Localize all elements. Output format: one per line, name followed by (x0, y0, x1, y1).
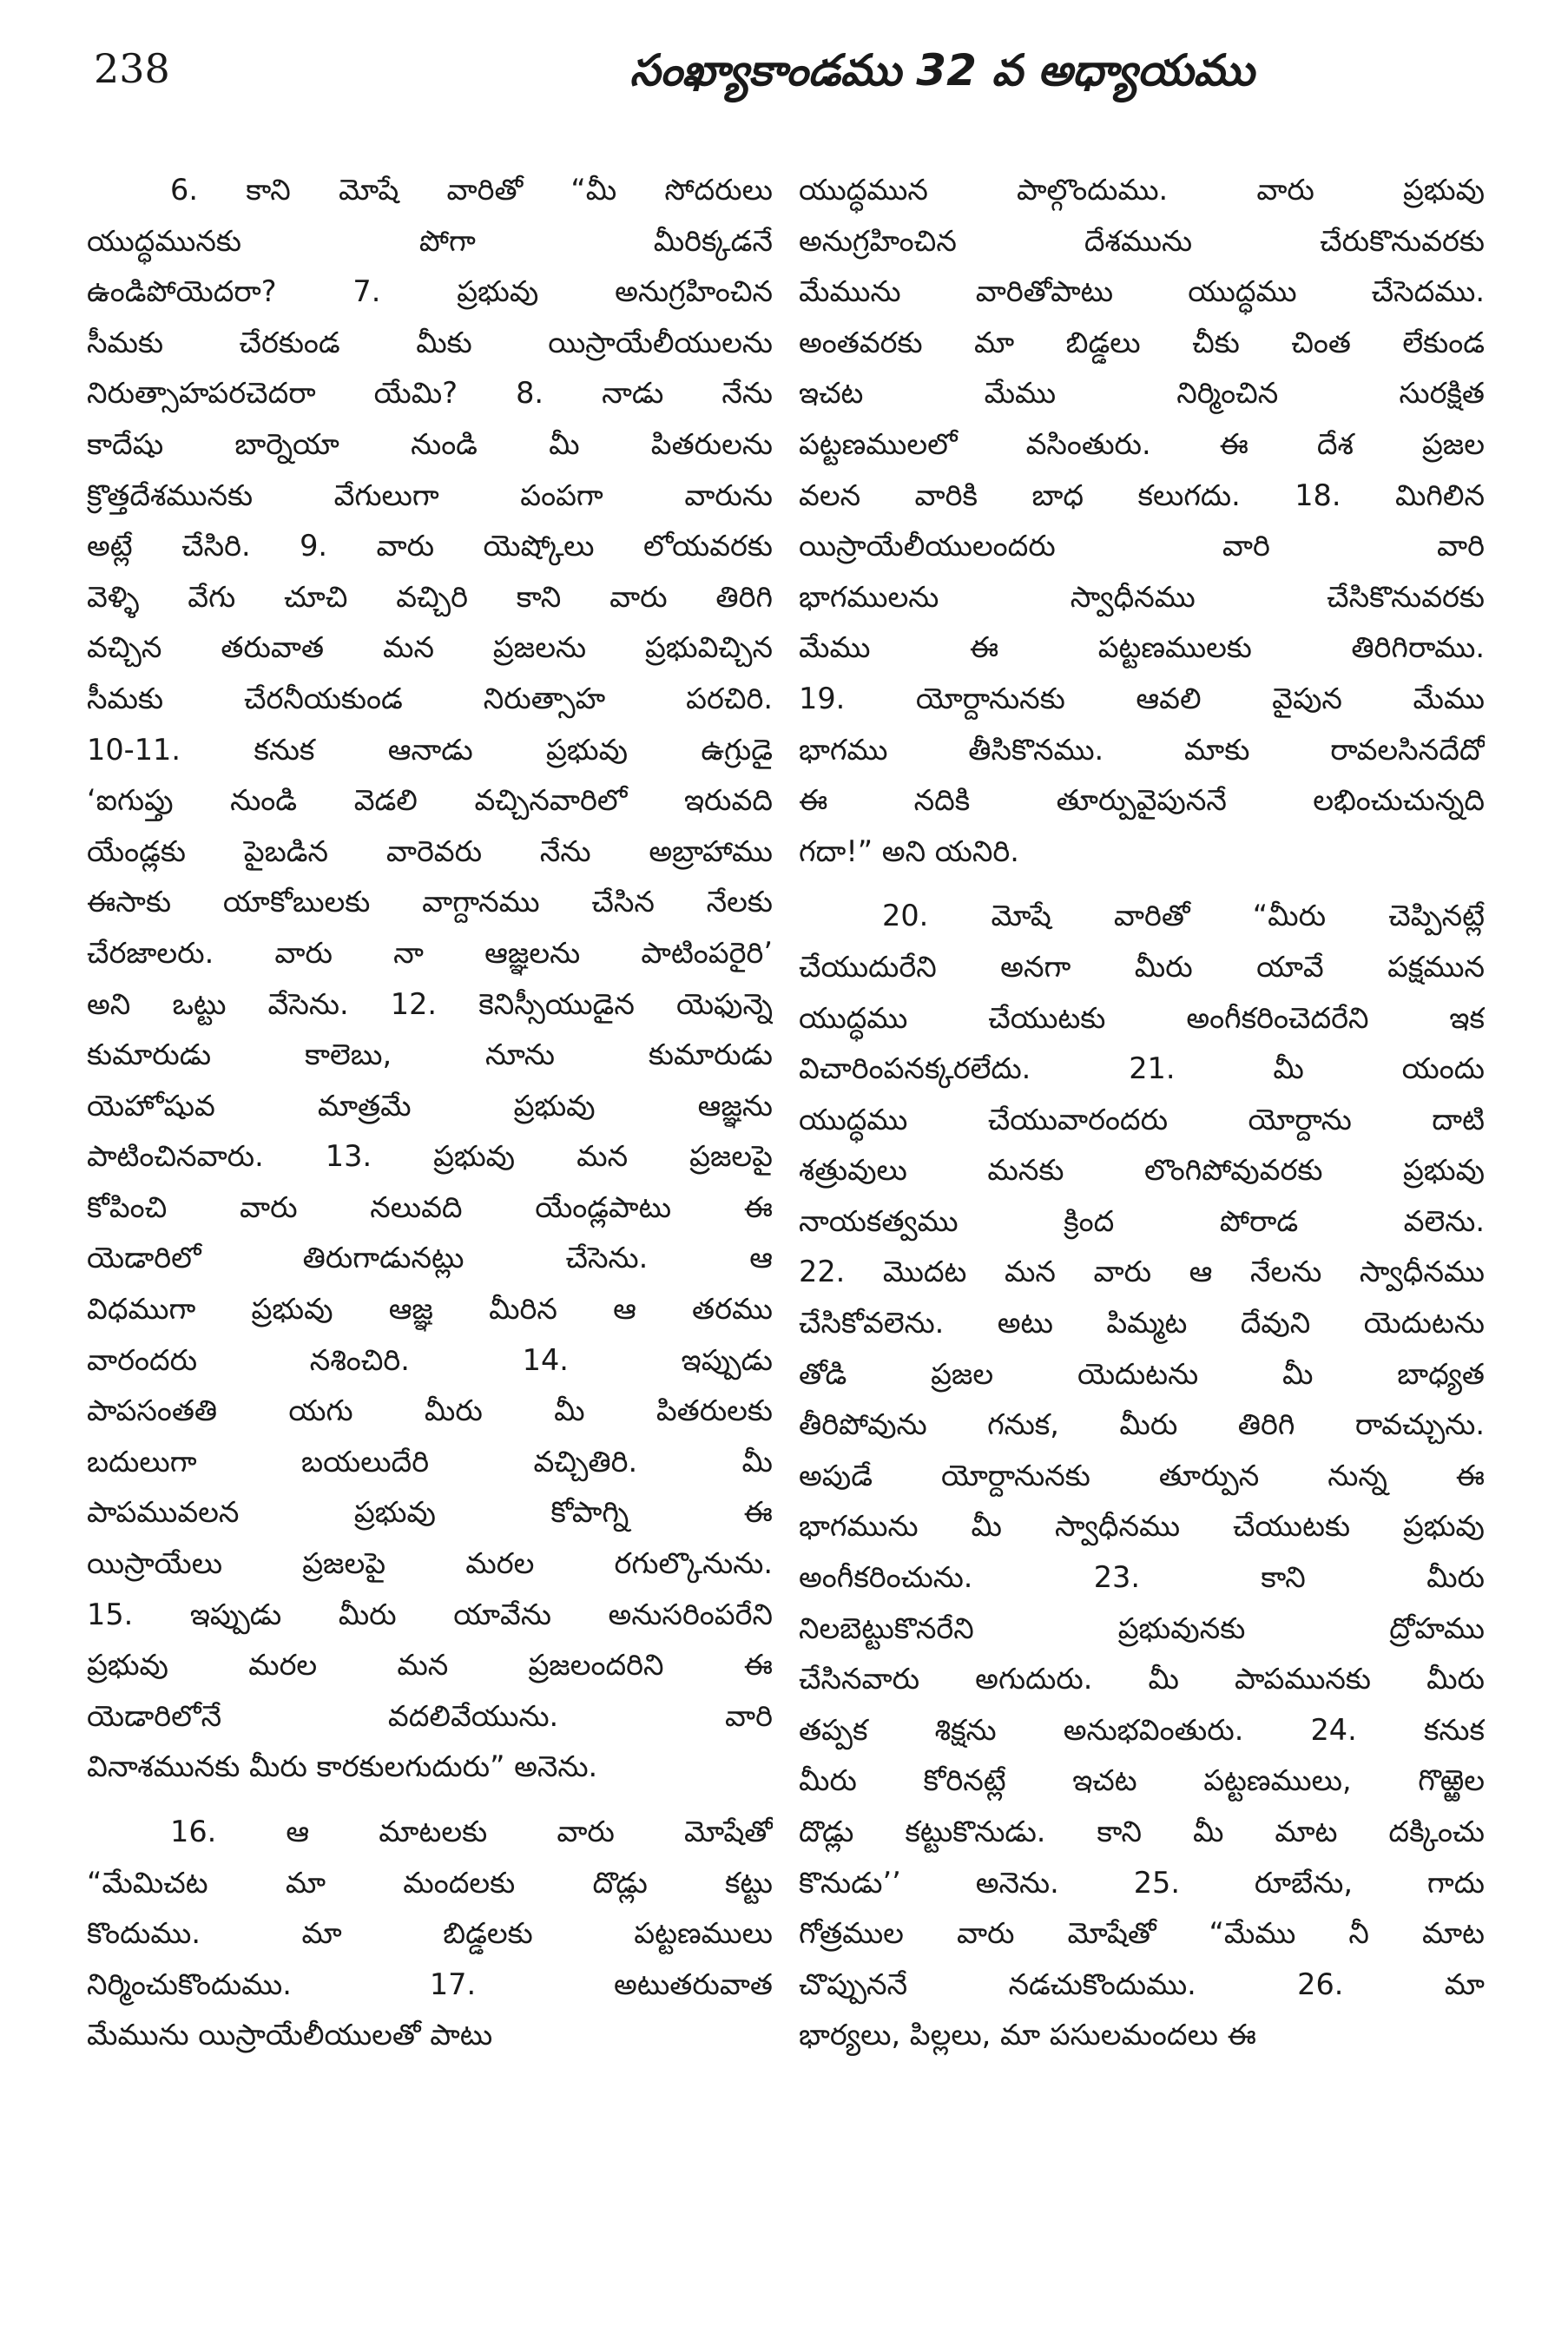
text-line: భాగము తీసికొనము. మాకు రావలసినదేదో (799, 732, 1485, 767)
text-line: 10-11. కనుక ఆనాడు ప్రభువు ఉగ్రుడై (87, 732, 773, 767)
text-line: చొప్పుననే నడచుకొందుము. 26. మా (799, 1967, 1485, 2001)
text-line: 20. మోషే వారితో “మీరు చెప్పినట్లే (882, 899, 1485, 933)
page-number: 238 (94, 45, 170, 92)
text-line: వినాశమునకు మీరు కారకులగుదురు” అనెను. (87, 1749, 598, 1784)
text-line: కుమారుడు కాలెబు, నూను కుమారుడు (87, 1038, 773, 1072)
text-line: నిలబెట్టుకొనరేని ప్రభువునకు ద్రోహము (799, 1611, 1485, 1645)
text-line: యిస్రాయేలు ప్రజలపై మరల రగుల్కొనును. (87, 1546, 773, 1581)
text-line: యుద్ధము చేయువారందరు యోర్దాను దాటి (799, 1102, 1485, 1136)
paragraph (799, 891, 1485, 2061)
text-line: ఈసాకు యాకోబులకు వాగ్దానము చేసిన నేలకు (87, 885, 773, 919)
text-line: భాగములను స్వాధీనము చేసికొనువరకు (799, 579, 1485, 614)
text-line: నాయకత్వము క్రింద పోరాడ వలెను. (799, 1203, 1485, 1238)
text-line: ఈ నదికి తూర్పువైపుననే లభించుచున్నది (799, 783, 1485, 818)
text-line: యిస్రాయేలీయులందరు వారి వారి (799, 529, 1485, 563)
text-line: మేమును యిస్రాయేలీయులతో పాటు (87, 2018, 493, 2052)
text-line: 6. కాని మోషే వారితో “మీ సోదరులు (170, 173, 773, 207)
right-text-column (799, 165, 1485, 2075)
text-line: శత్రువులు మనకు లొంగిపోవువరకు ప్రభువు (799, 1153, 1485, 1188)
text-line: బదులుగా బయలుదేరి వచ్చితిరి. మీ (87, 1444, 773, 1479)
text-line: యెడారిలోనే వదలివేయును. వారి (87, 1698, 773, 1733)
text-line: విచారింపనక్కరలేదు. 21. మీ యందు (799, 1051, 1485, 1086)
text-line: చేరజాలరు. వారు నా ఆజ్ఞలను పాటింపరైరి’ (87, 935, 773, 970)
text-line: ‘ఐగుప్తు నుండి వెడలి వచ్చినవారిలో ఇరువది (87, 783, 773, 818)
text-line: పాటించినవారు. 13. ప్రభువు మన ప్రజలపై (87, 1139, 773, 1174)
text-line: అపుడే యోర్దానునకు తూర్పున నున్న ఈ (799, 1458, 1485, 1492)
text-line: సీమకు చేరనీయకుండ నిరుత్సాహ పరచిరి. (87, 681, 773, 715)
text-line: యుద్ధమునకు పోగా మీరిక్కడనే (87, 223, 773, 258)
text-line: వచ్చిన తరువాత మన ప్రజలను ప్రభువిచ్చిన (87, 630, 773, 665)
text-line: 16. ఆ మాటలకు వారు మోషేతో (170, 1815, 773, 1848)
text-line: యుద్ధము చేయుటకు అంగీకరించెదరేని ఇక (799, 1000, 1485, 1035)
text-line: చేసినవారు అగుదురు. మీ పాపమునకు మీరు (799, 1662, 1485, 1696)
text-line: నిర్మించుకొందుము. 17. అటుతరువాత (87, 1967, 773, 2001)
text-line: వలన వారికి బాధ కలుగదు. 18. మిగిలిన (799, 478, 1485, 512)
text-line: పాపమువలన ప్రభువు కోపాగ్ని ఈ (87, 1495, 773, 1530)
text-line: తీరిపోవును గనుక, మీరు తిరిగి రావచ్చును. (799, 1407, 1485, 1442)
text-line: నిరుత్సాహపరచెదరా యేమి? 8. నాడు నేను (87, 376, 773, 411)
text-line: గదా!” అని యనిరి. (799, 833, 1019, 868)
text-line: కాదేషు బార్నెయా నుండి మీ పితరులను (87, 426, 773, 461)
running-title: సంఖ్యాకాండము 32 వ అధ్యాయము (629, 45, 1255, 96)
text-line: ఇచట మేము నిర్మించిన సురక్షిత (799, 376, 1485, 411)
text-line: అని ఒట్టు వేసెను. 12. కెనిస్సీయుడైన యెఫున్నె (87, 986, 773, 1021)
text-line: యెడారిలో తిరుగాడునట్లు చేసెను. ఆ (87, 1241, 773, 1275)
text-line: క్రొత్తదేశమునకు వేగులుగా పంపగా వారును (87, 478, 773, 512)
text-line: 15. ఇప్పుడు మీరు యావేను అనుసరింపరేని (87, 1597, 773, 1631)
text-line: మేము ఈ పట్టణములకు తిరిగిరాము. (799, 630, 1485, 665)
paragraph (87, 1807, 773, 2061)
text-line: చేసికోవలెను. అటు పిమ్మట దేవుని యెదుటను (799, 1306, 1485, 1341)
text-line: సీమకు చేరకుండ మీకు యిస్రాయేలీయులను (87, 325, 773, 359)
text-line: వారందరు నశించిరి. 14. ఇప్పుడు (87, 1342, 773, 1377)
text-line: కోపించి వారు నలువది యేండ్లపాటు ఈ (87, 1189, 773, 1224)
text-line: యేండ్లకు పైబడిన వారెవరు నేను అబ్రాహాము (87, 833, 773, 868)
text-line: చేయుదురేని అనగా మీరు యావే పక్షమున (799, 949, 1485, 984)
text-line: అంతవరకు మా బిడ్డలు చీకు చింత లేకుండ (799, 325, 1485, 359)
text-line: తోడి ప్రజల యెదుటను మీ బాధ్యత (799, 1356, 1485, 1391)
text-line: 22. మొదట మన వారు ఆ నేలను స్వాధీనము (799, 1255, 1485, 1289)
text-line: కొందుము. మా బిడ్డలకు పట్టణములు (87, 1916, 773, 1951)
text-line: తప్పక శిక్షను అనుభవింతురు. 24. కనుక (799, 1712, 1485, 1747)
text-line: “మేమిచట మా మందలకు దొడ్లు కట్టు (87, 1865, 773, 1900)
text-line: యెహోషువ మాత్రమే ప్రభువు ఆజ్ఞను (87, 1088, 773, 1123)
text-line: దొడ్లు కట్టుకొనుడు. కాని మీ మాట దక్కించు (799, 1815, 1485, 1848)
text-line: విధముగా ప్రభువు ఆజ్ఞ మీరిన ఆ తరము (87, 1292, 773, 1327)
left-text-column (87, 165, 773, 2075)
text-line: భాగమును మీ స్వాధీనము చేయుటకు ప్రభువు (799, 1509, 1485, 1544)
text-line: పాపసంతతి యగు మీరు మీ పితరులకు (87, 1393, 773, 1428)
text-line: ఉండిపోయెదరా? 7. ప్రభువు అనుగ్రహించిన (87, 274, 773, 309)
text-line: ప్రభువు మరల మన ప్రజలందరిని ఈ (87, 1648, 773, 1683)
text-line: కొనుడు’’ అనెను. 25. రూబేను, గాదు (799, 1865, 1485, 1900)
paragraph (87, 165, 773, 1793)
text-line: మేమును వారితోపాటు యుద్ధము చేసెదము. (799, 274, 1485, 309)
text-line: భార్యలు, పిల్లలు, మా పసులమందలు ఈ (799, 2018, 1256, 2052)
text-line: 19. యోర్దానునకు ఆవలి వైపున మేము (799, 681, 1485, 715)
text-line: వెళ్ళి వేగు చూచి వచ్చిరి కాని వారు తిరిగి (87, 579, 773, 614)
text-line: అనుగ్రహించిన దేశమును చేరుకొనువరకు (799, 223, 1485, 258)
text-line: మీరు కోరినట్లే ఇచట పట్టణములు, గొఱ్ఱెల (799, 1763, 1485, 1798)
text-line: అట్లే చేసిరి. 9. వారు యెష్కోలు లోయవరకు (87, 529, 773, 563)
text-line: పట్టణములలో వసింతురు. ఈ దేశ ప్రజల (799, 426, 1485, 461)
text-line: యుద్ధమున పాల్గొందుము. వారు ప్రభువు (799, 173, 1485, 207)
text-line: అంగీకరించును. 23. కాని మీరు (799, 1560, 1485, 1595)
text-line: గోత్రముల వారు మోషేతో “మేము నీ మాట (799, 1916, 1485, 1951)
paragraph (799, 165, 1485, 877)
